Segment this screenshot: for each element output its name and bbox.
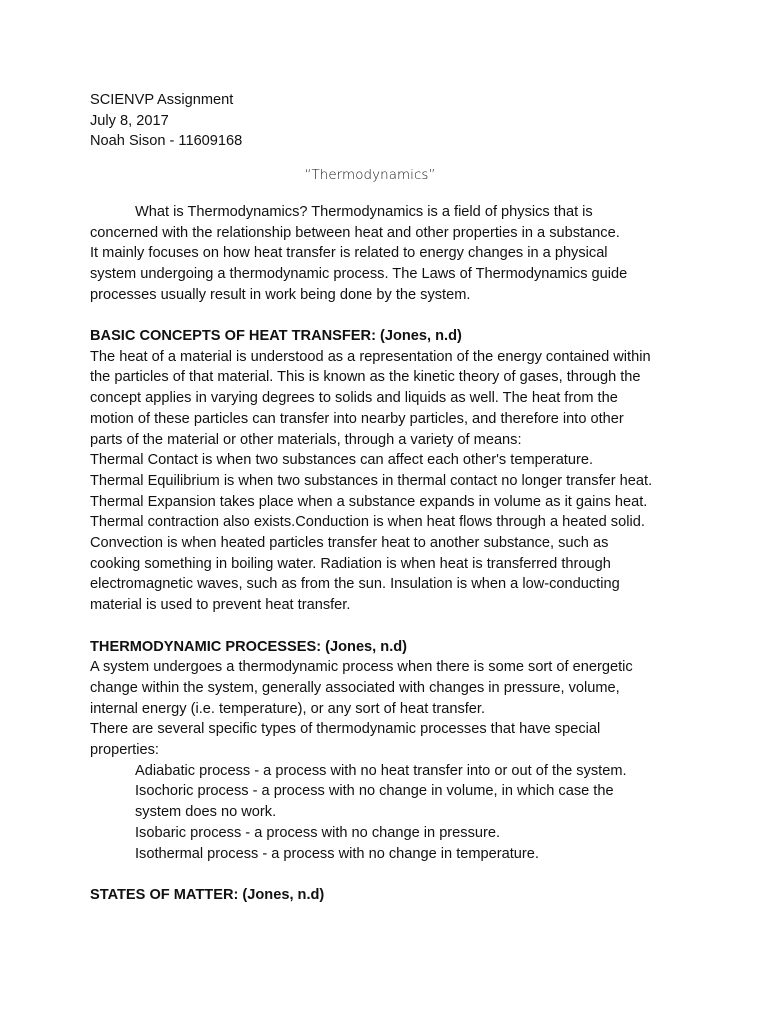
- paragraph-line: material is used to prevent heat transfer.: [90, 597, 351, 614]
- paragraph-line: Thermal contraction also exists.Conduction is when heat flows through a heated solid.: [90, 514, 645, 531]
- intro-line: system undergoing a thermodynamic process. The Laws of Thermodynamics guide: [90, 265, 628, 282]
- paragraph-line: the particles of that material. This is known as the kinetic theory of gases, through the: [90, 369, 641, 386]
- paragraph-line: motion of these particles can transfer into nearby particles, and therefore into other: [90, 410, 624, 427]
- intro-line: It mainly focuses on how heat transfer is related to energy changes in a physical: [90, 245, 608, 262]
- process-item: Isothermal process - a process with no change in temperature.: [135, 845, 539, 862]
- paragraph-line: internal energy (i.e. temperature), or any sort of heat transfer.: [90, 700, 486, 717]
- process-item: Isochoric process - a process with no change in volume, in which case the: [135, 783, 614, 800]
- section-heading: STATES OF MATTER: (Jones, n.d): [90, 886, 325, 903]
- section-states-of-matter: [90, 885, 750, 906]
- document-title: “Thermodynamics”: [304, 168, 436, 184]
- course-name: SCIENVP Assignment: [90, 92, 234, 108]
- section-thermodynamic-processes: [90, 637, 750, 865]
- paragraph-line: Thermal Expansion takes place when a substance expands in volume as it gains heat.: [90, 493, 648, 510]
- document-page: [90, 90, 750, 906]
- author-line: Noah Sison - 11609168: [90, 133, 243, 150]
- paragraph-line: Thermal Contact is when two substances can affect each other's temperature.: [90, 452, 594, 469]
- spacer: [90, 305, 750, 326]
- paragraph-line: There are several specific types of thermodynamic processes that have special: [90, 721, 601, 738]
- intro-paragraph: [90, 202, 750, 306]
- paragraph-line: electromagnetic waves, such as from the sun. Insulation is when a low-conducting: [90, 576, 620, 593]
- section-heat-transfer: [90, 326, 750, 616]
- paragraph-line: Convection is when heated particles transfer heat to another substance, such as: [90, 535, 609, 552]
- assignment-date: July 8, 2017: [90, 112, 169, 129]
- paragraph-line: change within the system, generally associated with changes in pressure, volume,: [90, 679, 620, 696]
- section-heading: BASIC CONCEPTS OF HEAT TRANSFER: (Jones, n.d): [90, 328, 462, 345]
- paragraph-line: The heat of a material is understood as a representation of the energy contained within: [90, 348, 651, 365]
- paragraph-line: parts of the material or other materials, through a variety of means:: [90, 431, 522, 448]
- spacer: [90, 616, 750, 637]
- process-item: Adiabatic process - a process with no heat transfer into or out of the system.: [135, 762, 627, 779]
- process-item: system does no work.: [135, 804, 277, 821]
- intro-line: What is Thermodynamics? Thermodynamics is a field of physics that is: [135, 203, 593, 220]
- paragraph-line: Thermal Equilibrium is when two substances in thermal contact no longer transfer heat.: [90, 472, 653, 489]
- spacer: [90, 864, 750, 885]
- process-item: Isobaric process - a process with no change in pressure.: [135, 824, 501, 841]
- paragraph-line: properties:: [90, 742, 159, 759]
- intro-line: processes usually result in work being done by the system.: [90, 286, 471, 303]
- paragraph-line: concept applies in varying degrees to solids and liquids as well. The heat from the: [90, 390, 618, 407]
- intro-line: concerned with the relationship between heat and other properties in a substance.: [90, 224, 620, 241]
- paragraph-line: A system undergoes a thermodynamic process when there is some sort of energetic: [90, 659, 633, 676]
- paragraph-line: cooking something in boiling water. Radiation is when heat is transferred through: [90, 555, 611, 572]
- section-heading: THERMODYNAMIC PROCESSES: (Jones, n.d): [90, 638, 408, 655]
